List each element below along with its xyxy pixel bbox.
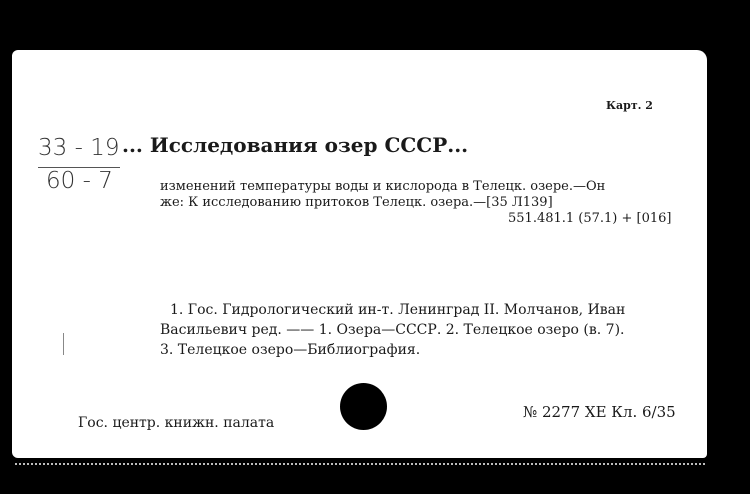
card-number: Карт. 2 — [606, 99, 653, 112]
shelfmark-top: 33 - 19 — [38, 135, 120, 161]
body-line-2: же: К исследованию притоков Телецк. озера.—[35 Л139] — [160, 195, 553, 210]
punch-hole — [340, 383, 387, 430]
body-line-3: 551.481.1 (57.1) + [016] — [508, 211, 672, 226]
tracing-line-3: 3. Телецкое озеро—Библиография. — [160, 342, 421, 358]
card-bottom-edge — [15, 460, 705, 465]
card-title: ... Исследования озер СССР... — [122, 133, 469, 157]
body-line-1: изменений температуры воды и кислорода в Телецк. озере.—Он — [160, 179, 606, 194]
footer-registry: № 2277 ХЕ Кл. 6/35 — [523, 403, 676, 421]
tracing-line-1: 1. Гос. Гидрологический ин-т. Ленинград II. Молчанов, Иван — [170, 302, 626, 318]
tracing-line-2: Васильевич ред. —— 1. Озера—СССР. 2. Телецкое озеро (в. 7). — [160, 322, 625, 338]
footer-publisher: Гос. центр. книжн. палата — [78, 415, 275, 431]
left-margin-mark — [63, 333, 64, 355]
shelfmark-bottom: 60 - 7 — [46, 168, 113, 194]
